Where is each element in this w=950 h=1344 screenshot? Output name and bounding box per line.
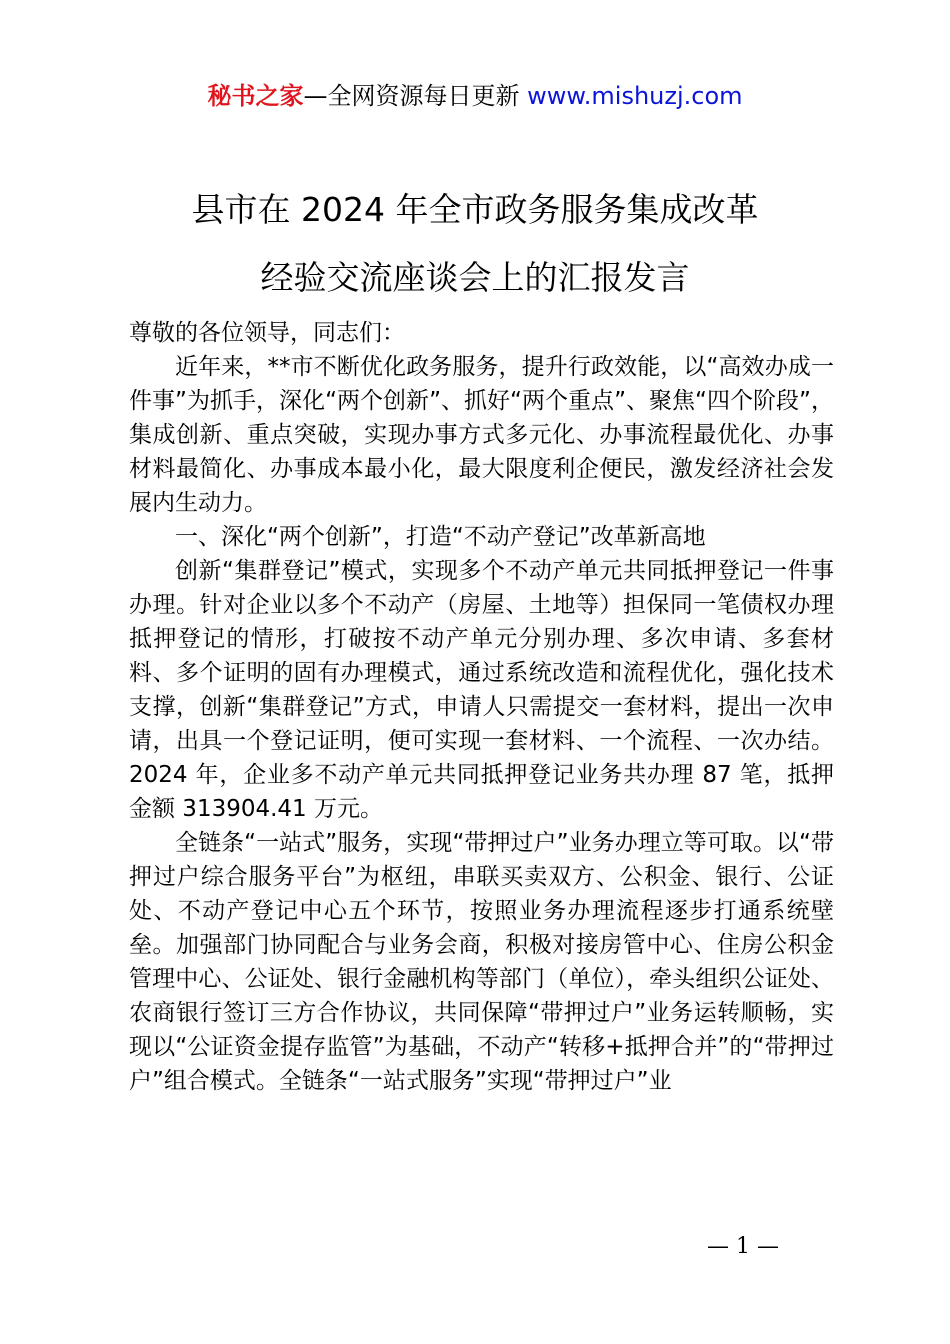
header-tagline: —全网资源每日更新: [303, 82, 528, 110]
page-number: — 1 —: [707, 1234, 779, 1259]
document-body: [129, 316, 834, 1098]
paragraph-intro: 近年来，**市不断优化政务服务，提升行政效能，以“高效办成一件事”为抓手，深化“两个创新”、抓好“两个重点”、聚焦“四个阶段”，集成创新、重点突破，实现办事方式多元化、办事流程最优化、办事材料最简化、办事成本最小化，最大限度利企便民，激发经济社会发展内生动力。: [129, 354, 834, 516]
brand-name: 秘书之家: [207, 82, 304, 110]
section-heading-1: 一、深化“两个创新”，打造“不动产登记”改革新高地: [175, 524, 706, 550]
document-title-line-1: 县市在 2024 年全市政务服务集成改革: [191, 190, 759, 229]
site-url-link[interactable]: www.mishuzj.com: [527, 82, 743, 110]
document-title-line-2: 经验交流座谈会上的汇报发言: [260, 258, 690, 297]
paragraph-cluster-registration: 创新“集群登记”模式，实现多个不动产单元共同抵押登记一件事办理。针对企业以多个不动产（房屋、土地等）担保同一笔债权办理抵押登记的情形，打破按不动产单元分别办理、多次申请、多套材料、多个证明的固有办理模式，通过系统改造和流程优化，强化技术支撑，创新“集群登记”方式，申请人只需提交一套材料，提出一次申请，出具一个登记证明，便可实现一套材料、一个流程、一次办结。2024 年，企业多不动产单元共同抵押登记业务共办理 87 笔，抵押金额 313904.41 万元。: [129, 558, 834, 822]
paragraph-one-stop-service: 全链条“一站式”服务，实现“带押过户”业务办理立等可取。以“带押过户综合服务平台”为枢纽，串联买卖双方、公积金、银行、公证处、不动产登记中心五个环节，按照业务办理流程逐步打通系统壁垒。加强部门协同配合与业务会商，积极对接房管中心、住房公积金管理中心、公证处、银行金融机构等部门（单位），牵头组织公证处、农商银行签订三方合作协议，共同保障“带押过户”业务运转顺畅，实现以“公证资金提存监管”为基础，不动产“转移+抵押合并”的“带押过户”组合模式。全链条“一站式服务”实现“带押过户”业: [129, 830, 834, 1094]
salutation: 尊敬的各位领导，同志们：: [129, 320, 405, 346]
site-header: [0, 80, 950, 112]
